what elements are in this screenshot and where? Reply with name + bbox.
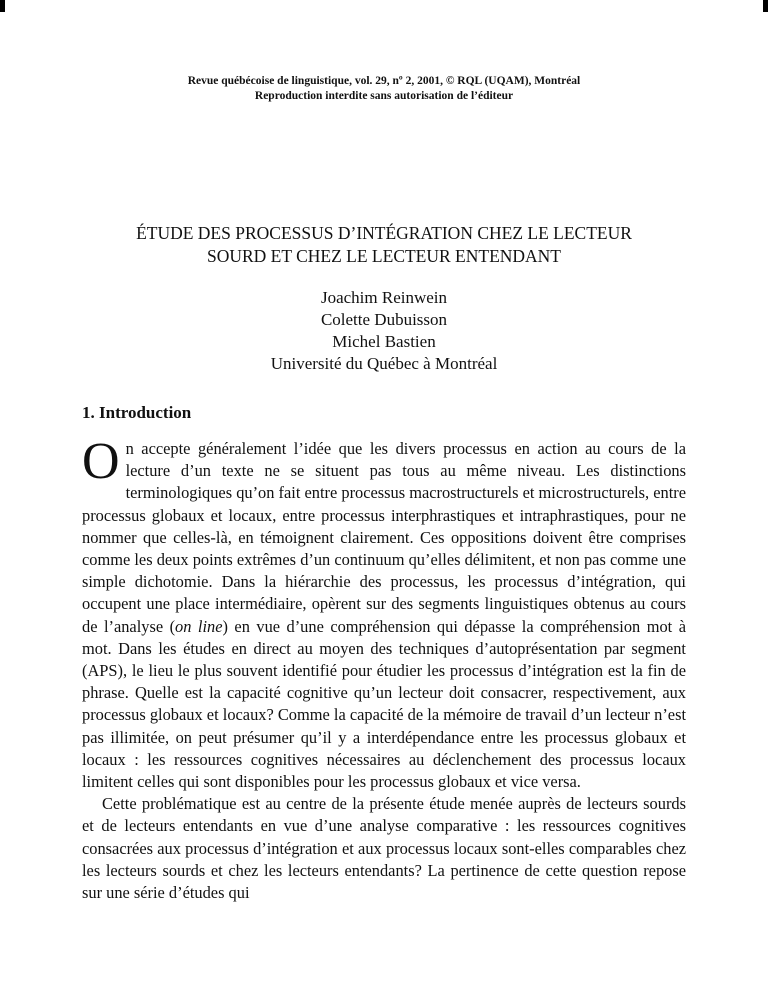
article-title xyxy=(60,222,708,268)
italic-term: on line xyxy=(175,616,223,636)
section-heading: 1. Introduction xyxy=(82,403,192,422)
author-affiliation: Université du Québec à Montréal xyxy=(270,354,498,373)
drop-cap: O xyxy=(82,433,120,490)
copyright-notice: Reproduction interdite sans autorisation de l’éditeur xyxy=(254,90,514,102)
journal-header xyxy=(0,74,768,104)
paragraph-text: n accepte généralement l’idée que les divers processus en action au cours de la lecture d’un texte ne se situent pas tous au même niveau. Les distinctions terminologiques qu’on fait entre processus macrostructurels et microstructurels, entre processus globaux et locaux, entre processus interphrastiques et intraphrastiques, pour ne nommer que celles-là, en témoignent clairement. Ces oppositions doivent être comprises comme les deux points extrêmes d’un continuum qu’elles délimitent, et non pas comme une simple dichotomie. Dans la hiérarchie des processus, les processus d’intégration, qui occupent une place intermédiaire, opèrent sur des segments linguistiques obtenus au cours de l’analyse ( xyxy=(82,439,686,636)
body-text xyxy=(82,433,686,904)
author-name: Michel Bastien xyxy=(332,332,436,351)
scan-corner-mark-left xyxy=(0,0,5,12)
author-name: Colette Dubuisson xyxy=(320,310,448,329)
scan-corner-mark-right xyxy=(763,0,768,12)
paragraph: Cette problématique est au centre de la présente étude menée auprès de lecteurs sourds et de lecteurs entendants en vue d’une analyse comparative : les ressources cognitives consacrées aux processus d’intégration et aux processus locaux sont-elles comparables chez les lecteurs sourds et chez les lecteurs entendants? La pertinence de cette question repose sur une série d’études qui xyxy=(82,794,686,903)
journal-citation: Revue québécoise de linguistique, vol. 29, nº 2, 2001, © RQL (UQAM), Montréal xyxy=(187,75,581,87)
author-block xyxy=(0,287,768,375)
paragraph-text: ) en vue d’une compréhension qui dépasse la compréhension mot à mot. Dans les études en direct au moyen des techniques d’autoprésentation par segment (APS), le lieu le plus souvent identifié pour étudier les processus d’intégration est la fin de phrase. Quelle est la capacité cognitive qu’un lecteur doit consacrer, respectivement, aux processus globaux et locaux? Comme la capacité de la mémoire de travail d’un lecteur n’est pas illimitée, on peut présumer qu’il y a interdépendance entre les processus globaux et locaux : les ressources cognitives nécessaires au déclenchement des processus locaux limitent celles qui sont disponibles pour les processus globaux et vice versa. xyxy=(82,616,686,792)
article-title-line-1: ÉTUDE DES PROCESSUS D’INTÉGRATION CHEZ LE LECTEUR xyxy=(136,223,632,243)
author-name: Joachim Reinwein xyxy=(320,288,448,307)
article-title-line-2: SOURD ET CHEZ LE LECTEUR ENTENDANT xyxy=(206,246,562,266)
paragraph xyxy=(82,433,686,793)
